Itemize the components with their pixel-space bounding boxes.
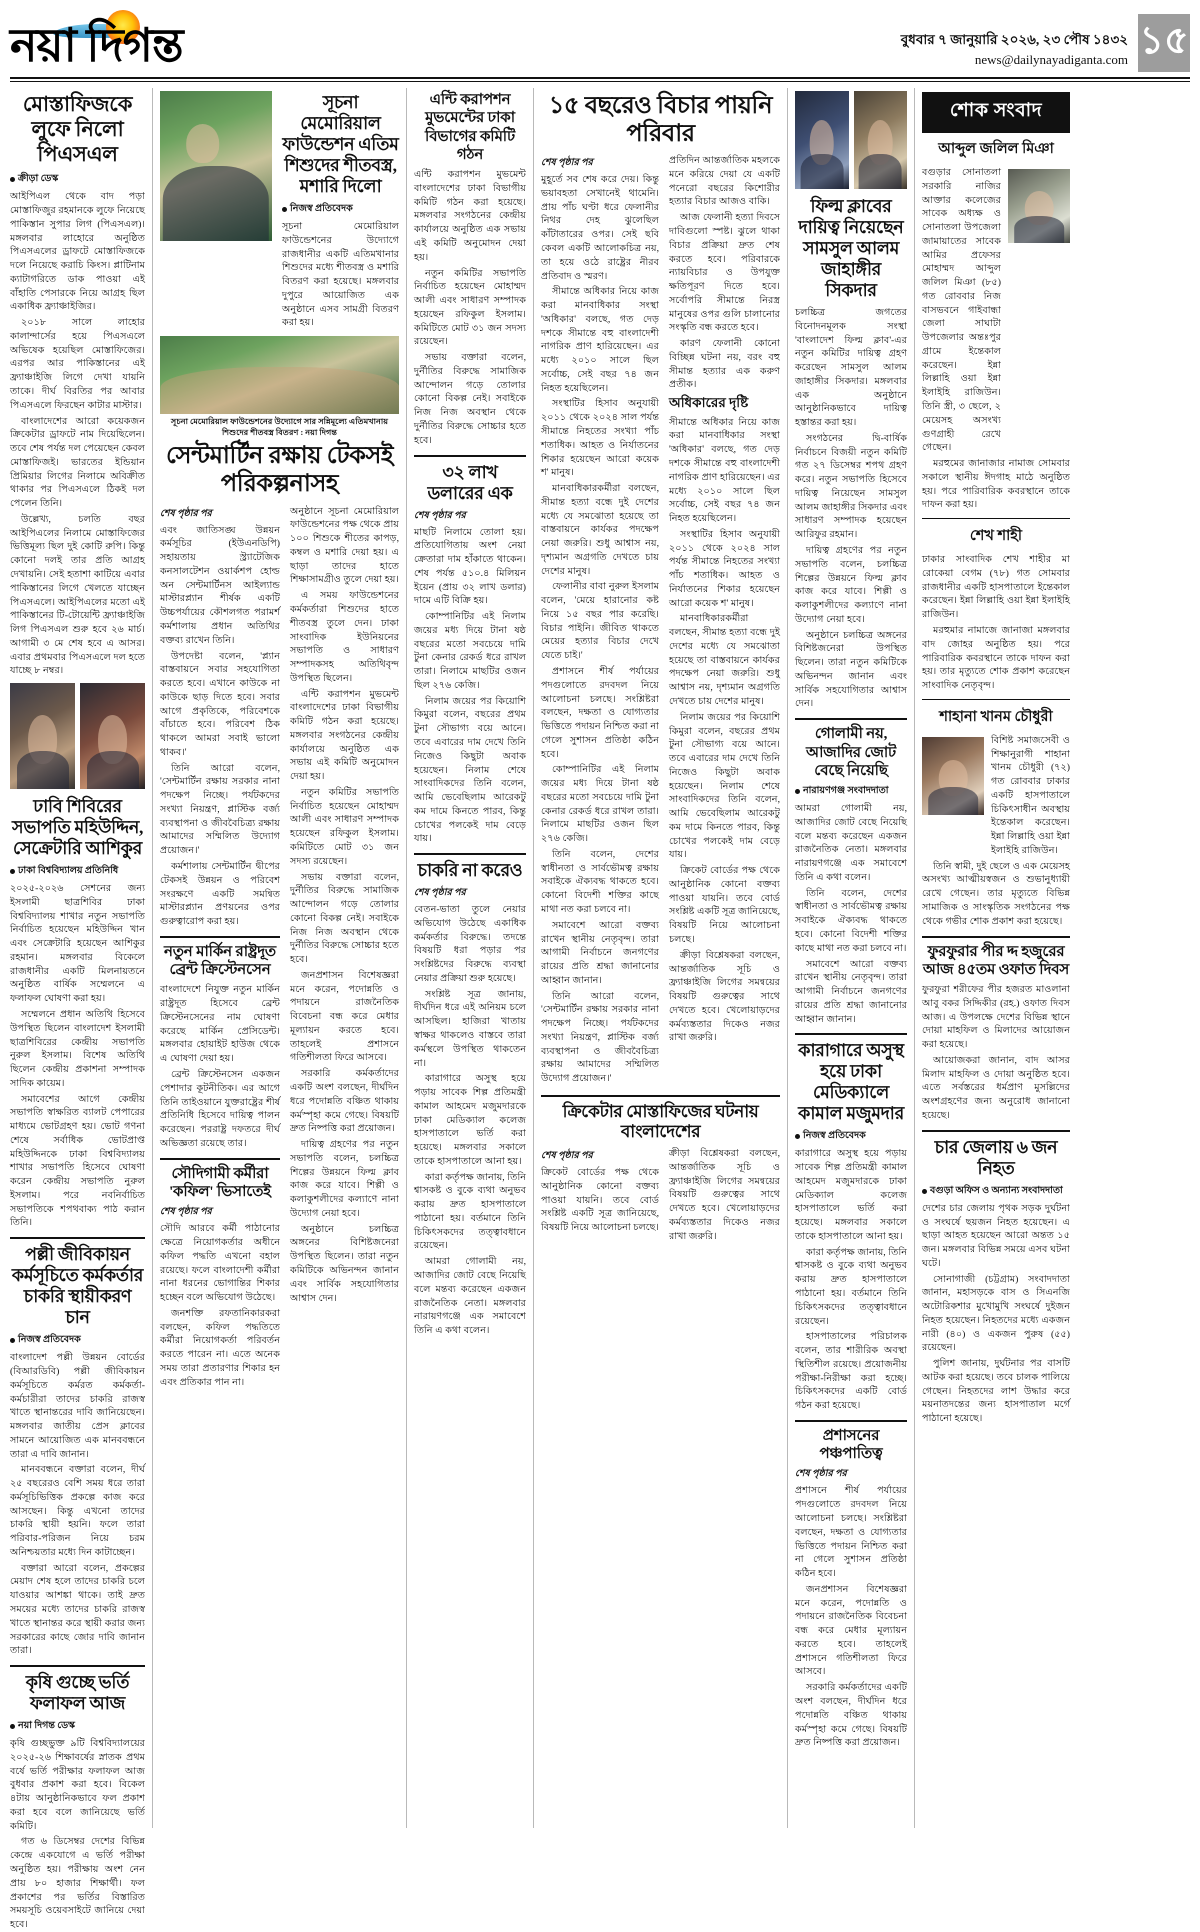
- body-paragraph: কারা কর্তৃপক্ষ জানায়, তিনি শ্বাসকষ্ট ও বুকে ব্যথা অনুভব করায় দ্রুত হাসপাতালে পাঠানো হয়। বর্তমানে তিনি চিকিৎসকদের তত্ত্বাবধানে রয়েছেন।: [795, 1246, 907, 1327]
- body-paragraph: তিনি বলেন, দেশের স্বাধীনতা ও সার্বভৌমত্ব রক্ষায় সবাইকে ঐক্যবদ্ধ থাকতে হবে। কোনো বিদেশী শক্তির কাছে মাথা নত করা চলবে না।: [541, 848, 659, 915]
- contact-email[interactable]: news@dailynayadiganta.com: [974, 52, 1128, 68]
- masthead: [10, 8, 1190, 74]
- section-divider: [795, 718, 907, 720]
- face-shape: [186, 124, 220, 163]
- photo-shahana-khanam-chowdhury: [922, 737, 984, 815]
- section-divider: [922, 936, 1070, 938]
- body-paragraph: নতুন কমিটির সভাপতি নির্বাচিত হয়েছেন মোহাম্মদ আলী এবং সাধারণ সম্পাদক হয়েছেন রফিকুল ইসলাম। কমিটিতে মোট ৩১ জন সদস্য রয়েছেন।: [414, 267, 526, 348]
- obituary-name-3: শাহানা খানম চৌধুরী: [939, 708, 1053, 725]
- section-divider: [160, 1158, 280, 1160]
- body-paragraph: মরহুমার নামাজে জানাজা মঙ্গলবার বাদ জোহর অনুষ্ঠিত হয়। পরে পারিবারিক কবরস্থানে তাকে দাফন করা হয়। তার মৃত্যুতে শোক প্রকাশ করেছেন সাংবাদিক নেতৃবৃন্দ।: [922, 624, 1070, 692]
- body-paragraph: বাংলাদেশ পল্লী উন্নয়ন বোর্ডের (বিআরডিবি) পল্লী জীবিকায়ন কর্মসূচিতে কর্মরত কর্মকর্তা-কর্মচারীরা তাদের চাকরি রাজস্ব খাতে স্থানান্তরের দাবি জানিয়েছেন। মঙ্গলবার জাতীয় প্রেস ক্লাবের সামনে আয়োজিত এক মানববন্ধনে তারা এ দাবি জানান।: [10, 1352, 145, 1460]
- table-shape: [160, 367, 399, 414]
- section-banner-shok-songbad: শোক সংবাদ: [922, 92, 1070, 133]
- byline-sports-desk: ক্রীড়া ডেস্ক: [10, 172, 145, 187]
- photo-abdul-jalil-mia: [1008, 169, 1070, 243]
- headline-saint-martin[interactable]: সেন্টমার্টিন রক্ষায় টেকসই পরিকল্পনাসহ: [165, 443, 394, 498]
- bullet-icon: [282, 207, 287, 212]
- body-paragraph: গত ৬ ডিসেম্বর দেশের বিভিন্ন কেন্দ্রে একযোগে এ ভর্তি পরীক্ষা অনুষ্ঠিত হয়। পরীক্ষায় অংশ নেন প্রায় ৮০ হাজার শিক্ষার্থী। ফল প্রকাশের পর ভর্তির বিস্তারিত সময়সূচি ওয়েবসাইটে জানিয়ে দেয়া হবে।: [10, 1836, 145, 1931]
- body-paragraph: অনুষ্ঠানে চলচ্চিত্র অঙ্গনের বিশিষ্টজনেরা উপস্থিত ছিলেন। তারা নতুন কমিটিকে অভিনন্দন জানান এবং সার্বিক সহযোগিতার আশ্বাস দেন।: [290, 1223, 399, 1304]
- body-paragraph: সরকারি কর্মকর্তাদের একটি অংশ বলছেন, দীর্ঘদিন ধরে পদোন্নতি বঞ্চিত থাকায় কর্মস্পৃহা কমে গেছে। বিষয়টি দ্রুত নিষ্পত্তি করা প্রয়োজন।: [290, 1068, 399, 1135]
- body-paragraph: কৃষি গুচ্ছভুক্ত ৯টি বিশ্ববিদ্যালয়ের ২০২৫-২৬ শিক্ষাবর্ষের স্নাতক প্রথম বর্ষে ভর্তি পরীক্ষার ফলাফল আজ বুধবার প্রকাশ করা হবে। বিকেল ৪টায় আনুষ্ঠানিকভাবে ফল প্রকাশ করা হবে বলে জানিয়েছে ভর্তি কমিটি।: [10, 1738, 145, 1832]
- bullet-icon: [10, 1724, 15, 1729]
- subheadline-odhikar: অধিকারের দৃষ্টি: [669, 395, 749, 411]
- headline-krishi-guccho[interactable]: কৃষি গুচ্ছে ভর্তি ফলাফল আজ: [25, 1672, 130, 1714]
- body-paragraph: মানবাধিকারকর্মীরা বলছেন, সীমান্ত হত্যা বন্ধে দুই দেশের মধ্যে যে সমঝোতা হয়েছে তা বাস্তবায়নে কার্যকর পদক্ষেপ নেয়া জরুরি। শুধু আশ্বাস নয়, দৃশ্যমান অগ্রগতি দেখতে চায় দেশের মানুষ।: [669, 613, 780, 707]
- body-paragraph: সভায় বক্তারা বলেন, দুর্নীতির বিরুদ্ধে সামাজিক আন্দোলন গড়ে তোলার কোনো বিকল্প নেই। সবাইকে নিজ নিজ অবস্থান থেকে দুর্নীতির বিরুদ্ধে সোচ্চার হতে হবে।: [414, 352, 526, 446]
- headline-mostafiz-incident[interactable]: ক্রিকেটার মোস্তাফিজের ঘটনায় বাংলাদেশের: [562, 1101, 759, 1141]
- column-7: [788, 88, 915, 1828]
- bullet-icon: [922, 1189, 927, 1194]
- headline-proshashon[interactable]: প্রশাসনের পঞ্চপাতিত্ব: [819, 1427, 883, 1463]
- column-2: [153, 88, 407, 1828]
- body-paragraph: সমাবেশের আগে কেন্দ্রীয় সভাপতি স্বাক্ষরিত ব্যালট পেপারের মাধ্যমে ভোটগ্রহণ হয়। ভোট গণনা শেষে সর্বাধিক ভোটপ্রাপ্ত মহিউদ্দিনকে ঢাকা বিশ্ববিদ্যালয় শাখার সভাপতি হিসেবে ঘোষণা করেন কেন্দ্রীয় সভাপতি নুরুল ইসলাম। পরে নবনির্বাচিত সভাপতিকে শপথবাক্য পাঠ করান তিনি।: [10, 1093, 145, 1229]
- byline-bogura-office: বগুড়া অফিস ও অন্যান্য সংবাদদাতা: [922, 1184, 1070, 1199]
- torso-shape: [859, 154, 902, 189]
- body-paragraph: ঢাকার সাংবাদিক শেখ শাহীর মা রোকেয়া বেগম (৭৮) গত সোমবার রাজধানীর একটি হাসপাতালে ইন্তেকাল করেছেন। ইন্না লিল্লাহি ওয়া ইন্না ইলাইহি রাজিউন।: [922, 554, 1070, 621]
- body-paragraph: ফেলানীর বাবা নুরুল ইসলাম বলেন, 'মেয়ে হারানোর কষ্ট নিয়ে ১৫ বছর পার করেছি। বিচার পাইনি। জীবিত থাকতে মেয়ের হত্যার বিচার দেখে যেতে চাই।': [541, 581, 659, 662]
- body-paragraph: নিলাম জয়ের পর কিয়োশি কিমুরা বলেন, বছরের প্রথম টুনা সৌভাগ্য বয়ে আনে। তবে এবারের দাম দেখে তিনি নিজেও কিছুটা অবাক হয়েছেন। নিলাম শেষে সাংবাদিকদের তিনি বলেন, আমি ভেবেছিলাম আরেকটু কম দামে কিনতে পারব, কিন্তু চোখের পলকেই দাম বেড়ে যায়।: [414, 695, 526, 845]
- masthead-divider: [10, 77, 1190, 79]
- body-paragraph: এন্টি করাপশন মুভমেন্ট বাংলাদেশের ঢাকা বিভাগীয় কমিটি গঠন করা হয়েছে। মঙ্গলবার সংগঠনের কেন্দ্রীয় কার্যালয়ে অনুষ্ঠিত এক সভায় এই কমিটি অনুমোদন দেয়া হয়।: [414, 169, 526, 263]
- body-paragraph: সীমান্তে অধিকার নিয়ে কাজ করা মানবাধিকার সংস্থা 'অধিকার' বলছে, গত দেড় দশকে সীমান্তে বহু বাংলাদেশী নাগরিক প্রাণ হারিয়েছেন। এর মধ্যে ২০১০ সালে ছিল সর্বোচ্চ, সেই বছর ৭৪ জন নিহত হয়েছিলেন।: [669, 416, 780, 525]
- torso-shape: [17, 751, 69, 789]
- bullet-icon: [795, 789, 800, 794]
- photo-mohiuddin: [10, 683, 75, 789]
- body-paragraph: ক্রিকেট বোর্ডের পক্ষ থেকে আনুষ্ঠানিক কোনো বক্তব্য পাওয়া যায়নি। তবে বোর্ড সংশ্লিষ্ট একটি সূত্র জানিয়েছে, বিষয়টি নিয়ে আলোচনা চলছে।: [669, 865, 780, 945]
- body-paragraph: মাছটি নিলামে তোলা হয়। প্রতিযোগিতায় অংশ নেয়া ক্রেতারা দাম হাঁকাতে থাকেন। শেষ পর্যন্ত ৫১০.৪ মিলিয়ন ইয়েন (প্রায় ৩২ লাখ ডলার) দামে এটি বিক্রি হয়।: [414, 526, 526, 607]
- masthead-divider-thin: [10, 81, 1190, 82]
- section-divider: [10, 1665, 145, 1667]
- jump-label: শেষ পৃষ্ঠার পর: [160, 1207, 212, 1218]
- section-divider: [10, 1237, 145, 1239]
- obituary-block-1: [922, 166, 1070, 457]
- obituary-name-1: আব্দুল জলিল মিঞা: [938, 141, 1054, 157]
- bullet-icon: [795, 1134, 800, 1139]
- body-paragraph: তিনি আরো বলেন, 'সেন্টমার্টিন রক্ষায় সরকার নানা পদক্ষেপ নিচ্ছে। পর্যটকদের সংখ্যা নিয়ন্ত্রণ, প্লাস্টিক বর্জ্য ব্যবস্থাপনা ও জীববৈচিত্র্য রক্ষায় আমাদের সম্মিলিত উদ্যোগ প্রয়োজন।': [541, 990, 659, 1085]
- section-divider: [922, 699, 1070, 700]
- headline-furfura-pir[interactable]: ফুরফুরার পীর দ্দ হজুরের আজ ৪৫তম ওফাত দিবস: [922, 943, 1070, 978]
- body-paragraph: আমরা গোলামী নয়, আজাদির জোট বেছে নিয়েছি বলে মন্তব্য করেছেন একজন রাজনৈতিক নেতা। মঙ্গলবার নারায়ণগঞ্জে এক সমাবেশে তিনি এ কথা বলেন।: [414, 1256, 526, 1337]
- photo-ashikur: [80, 683, 145, 789]
- body-paragraph: আমরা গোলামী নয়, আজাদির জোট বেছে নিয়েছি বলে মন্তব্য করেছেন একজন রাজনৈতিক নেতা। মঙ্গলবার নারায়ণগঞ্জে এক সমাবেশে তিনি এ কথা বলেন।: [795, 803, 907, 883]
- body-paragraph: সমাবেশে আরো বক্তব্য রাখেন স্থানীয় নেতৃবৃন্দ। তারা আগামী নির্বাচনে জনগণের রায়ের প্রতি শ্রদ্ধা জানানোর আহ্বান জানান।: [795, 958, 907, 1025]
- body-paragraph: তিনি বলেন, দেশের স্বাধীনতা ও সার্বভৌমত্ব রক্ষায় সবাইকে ঐক্যবদ্ধ থাকতে হবে। কোনো বিদেশী শক্তির কাছে মাথা নত করা চলবে না।: [795, 887, 907, 954]
- logo-text: নয়া দিগন্ত: [10, 20, 183, 71]
- headline-dhaka-shibir[interactable]: ঢাবি শিবিরের সভাপতি মহিউদ্দিন, সেক্রেটারি আশিকুর: [11, 796, 144, 859]
- body-paragraph: বক্তারা আরো বলেন, প্রকল্পের মেয়াদ শেষ হলে তাদের চাকরি চলে যাওয়ার আশঙ্কা থাকে। তাই দ্রুত সময়ের মধ্যে তাদের চাকরি রাজস্ব খাতে স্থানান্তর করে স্থায়ী করার জন্য সরকারের কাছে জোর দাবি জানান তারা।: [10, 1562, 145, 1657]
- torso-shape: [87, 751, 139, 789]
- bullet-icon: [10, 869, 15, 874]
- headline-char-jelay-6-nihoto[interactable]: চার জেলায় ৬ জন নিহত: [934, 1136, 1058, 1178]
- body-paragraph: সরকারি কর্মকর্তাদের একটি অংশ বলছেন, দীর্ঘদিন ধরে পদোন্নতি বঞ্চিত থাকায় কর্মস্পৃহা কমে গেছে। বিষয়টি দ্রুত নিষ্পত্তি করা প্রয়োজন।: [795, 1682, 907, 1749]
- headline-palli-jibikayan[interactable]: পল্লী জীবিকায়ন কর্মসূচিতে কর্মকর্তার চাকরি স্থায়ীকরণ চান: [11, 1244, 144, 1328]
- body-paragraph: সংশ্লিষ্ট সূত্র জানায়, দীর্ঘদিন ধরে এই অনিয়ম চলে আসছিল। হাজিরা খাতায় স্বাক্ষর থাকলেও বাস্তবে তারা কর্মস্থলে উপস্থিত থাকতেন না।: [414, 988, 526, 1069]
- body-paragraph: ২০২৫-২০২৬ সেশনের জন্য ইসলামী ছাত্রশিবির ঢাকা বিশ্ববিদ্যালয় শাখার নতুন সভাপতি নির্বাচিত হয়েছেন মহিউদ্দিন খান এবং সেক্রেটারি হয়েছেন আশিকুর রহমান। মঙ্গলবার বিকেলে রাজধানীর একটি মিলনায়তনে অনুষ্ঠিত বার্ষিক সম্মেলনে এ ফলাফল ঘোষণা করা হয়।: [10, 883, 145, 1005]
- headline-chakri-na-korleo[interactable]: চাকরি না করেও: [417, 860, 523, 881]
- photo-relief-distribution: [160, 91, 272, 241]
- body-paragraph: চলচ্চিত্র জগতের বিনোদনমূলক সংস্থা 'বাংলাদেশ ফিল্ম ক্লাব'-এর নতুন কমিটির দায়িত্ব গ্রহণ করেছেন সামসুল আলম জাহাঙ্গীর সিকদার। মঙ্গলবার এক অনুষ্ঠানে আনুষ্ঠানিকভাবে দায়িত্ব হস্তান্তর করা হয়।: [795, 307, 907, 429]
- body-paragraph: ব্রেন্ট ক্রিস্টেনসেন একজন পেশাদার কূটনীতিক। এর আগে তিনি তাইওয়ানে যুক্তরাষ্ট্রের শীর্ষ প্রতিনিধি হিসেবে দায়িত্ব পালন করেছেন। পররাষ্ট্র দফতরে দীর্ঘ অভিজ্ঞতা রয়েছে তার।: [160, 1069, 280, 1149]
- photo-pair-film-club: [795, 88, 907, 192]
- body-paragraph: উপদেষ্টা বলেন, 'প্ল্যান বাস্তবায়নে সবার সহযোগিতা করতে হবে। এখানে কাউকে না কাউকে ছাড় দিতে হবে। সবার আগে প্রকৃতিকে, পরিবেশকে বাঁচাতে হবে। পরিবেশ ঠিক থাকলে আমরা সবাই ভালো থাকব।': [160, 650, 280, 758]
- body-paragraph: উল্লেখ্য, চলতি বছর আইপিএলের নিলামে মোস্তাফিজের ভিত্তিমূল্য ছিল দুই কোটি রুপি। কিন্তু কোনো দলই তার প্রতি আগ্রহ দেখায়নি। সেই হতাশা কাটিয়ে এবার পাকিস্তানের লিগে খেলতে যাচ্ছেন পিএসএলে। আইপিএলের মতো এই পাকিস্তানের টি-টোয়েন্টি ফ্র্যাঞ্চাইজি লিগ পিএসএল শুরু হবে ২৬ মার্চ। আগামী ৩ মে শেষ হবে এ আসর। এবার প্রথমবার পিএসএলে দল হতে যাচ্ছে ৮ নম্বর।: [10, 513, 145, 677]
- body-paragraph: আজ ফেলানী হত্যা দিবসে দাবিগুলো স্পষ্ট। ঝুলে থাকা বিচার প্রক্রিয়া দ্রুত শেষ করতে হবে। পরিবারকে ন্যায়বিচার ও উপযুক্ত ক্ষতিপূরণ দিতে হবে। সর্বোপরি সীমান্তে নিরস্ত্র মানুষের ওপর গুলি চালানোর সংস্কৃতি বন্ধ করতে হবে।: [669, 212, 780, 334]
- body-paragraph: সম্মেলনে প্রধান অতিথি হিসেবে উপস্থিত ছিলেন বাংলাদেশ ইসলামী ছাত্রশিবিরের কেন্দ্রীয় সভাপতি নুরুল ইসলাম। বিশেষ অতিথি ছিলেন কেন্দ্রীয় প্রকাশনা সম্পাদক সাদিক কায়েম।: [10, 1008, 145, 1089]
- crowd-shape: [163, 166, 269, 241]
- body-paragraph: পুলিশ জানায়, দুর্ঘটনার পর বাসটি আটক করা হয়েছে। তবে চালক পালিয়ে গেছেন। নিহতদের লাশ উদ্ধার করে ময়নাতদন্তের জন্য হাসপাতাল মর্গে পাঠানো হয়েছে।: [922, 1358, 1070, 1425]
- body-paragraph: সংস্থাটির হিসাব অনুযায়ী ২০১১ থেকে ২০২৪ সাল পর্যন্ত সীমান্তে নিহতের সংখ্যা পাঁচ শতাধিক। আহত ও নির্যাতনের শিকার হয়েছেন আরো কয়েক শ' মানুষ।: [541, 398, 659, 479]
- body-paragraph: সভায় বক্তারা বলেন, দুর্নীতির বিরুদ্ধে সামাজিক আন্দোলন গড়ে তোলার কোনো বিকল্প নেই। সবাইকে নিজ নিজ অবস্থান থেকে দুর্নীতির বিরুদ্ধে সোচ্চার হতে হবে।: [290, 871, 399, 966]
- body-paragraph: তিনি আরো বলেন, 'সেন্টমার্টিন রক্ষায় সরকার নানা পদক্ষেপ নিচ্ছে। পর্যটকদের সংখ্যা নিয়ন্ত্রণ, প্লাস্টিক বর্জ্য ব্যবস্থাপনা ও জীববৈচিত্র্য রক্ষায় আমাদের সম্মিলিত উদ্যোগ প্রয়োজন।': [160, 762, 280, 857]
- body-paragraph: দেশের চার জেলায় পৃথক সড়ক দুর্ঘটনা ও সংঘর্ষে ছয়জন নিহত হয়েছেন। এ ছাড়া আহত হয়েছেন আরো অন্তত ১৫ জন। মঙ্গলবার বিভিন্ন সময়ে এসব ঘটনা ঘটে।: [922, 1202, 1070, 1269]
- photo-jahangir-sikder: [854, 91, 908, 189]
- headline-suchana-foundation[interactable]: সূচনা মেমোরিয়াল ফাউন্ডেশন এতিম শিশুদের শীতবস্ত্র, মশারি দিলো: [282, 92, 399, 196]
- section-divider: [414, 455, 526, 457]
- body-paragraph: নিলাম জয়ের পর কিয়োশি কিমুরা বলেন, বছরের প্রথম টুনা সৌভাগ্য বয়ে আনে। তবে এবারের দাম দেখে তিনি নিজেও কিছুটা অবাক হয়েছেন। নিলাম শেষে সাংবাদিকদের তিনি বলেন, আমি ভেবেছিলাম আরেকটু কম দামে কিনতে পারব, কিন্তু চোখের পলকেই দাম বেড়ে যায়।: [669, 711, 780, 861]
- masthead-right: [901, 14, 1190, 72]
- body-paragraph: অনুষ্ঠানে সূচনা মেমোরিয়াল ফাউন্ডেশনের পক্ষ থেকে প্রায় ১০০ শিশুকে শীতের কাপড়, কম্বল ও মশারি দেয়া হয়। এ ছাড়া তাদের হাতে শিক্ষাসামগ্রীও তুলে দেয়া হয়।: [290, 505, 399, 586]
- body-paragraph: মানববন্ধনে বক্তারা বলেন, দীর্ঘ ২৫ বছরেরও বেশি সময় ধরে তারা কর্মসূচিভিত্তিক প্রকল্পে কাজ করে আসছেন। কিন্তু এখনো তাদের চাকরি স্থায়ী হয়নি। ফলে তারা পরিবার-পরিজন নিয়ে চরম অনিশ্চয়তার মধ্যে দিন কাটাচ্ছেন।: [10, 1464, 145, 1558]
- body-paragraph: ক্রীড়া বিশ্লেষকরা বলছেন, আন্তর্জাতিক সূচি ও ফ্র্যাঞ্চাইজি লিগের সমন্বয়ের বিষয়টি গুরুত্বের সাথে দেখতে হবে। খেলোয়াড়দের কর্মব্যস্ততার দিকেও নজর রাখা জরুরি।: [669, 1148, 780, 1242]
- body-paragraph: জনপ্রশাসন বিশেষজ্ঞরা মনে করেন, পদোন্নতি ও পদায়নে রাজনৈতিক বিবেচনা বন্ধ করে মেধার মূল্যায়ন করতে হবে। তাহলেই প্রশাসনে গতিশীলতা ফিরে আসবে।: [795, 1583, 907, 1678]
- body-paragraph: ফুরফুরা শরীফের পীর হজরত মাওলানা আবু বকর সিদ্দিকীর (রহ.) ওফাত দিবস আজ। এ উপলক্ষে দেশের বিভিন্ন স্থানে দোয়া মাহফিল ও মিলাদের আয়োজন করা হয়েছে।: [922, 984, 1070, 1051]
- body-paragraph: কারাগারে অসুস্থ হয়ে পড়ায় সাবেক শিল্প প্রতিমন্ত্রী কামাল আহমেদ মজুমদারকে ঢাকা মেডিক্যাল কলেজ হাসপাতালে ভর্তি করা হয়েছে। মঙ্গলবার সকালে তাকে হাসপাতালে আনা হয়।: [414, 1073, 526, 1167]
- byline-staff-reporter: নিজস্ব প্রতিবেদক: [795, 1129, 907, 1144]
- body-paragraph: ক্রিকেট বোর্ডের পক্ষ থেকে আনুষ্ঠানিক কোনো বক্তব্য পাওয়া যায়নি। তবে বোর্ড সংশ্লিষ্ট একটি সূত্র জানিয়েছে, বিষয়টি নিয়ে আলোচনা চলছে।: [541, 1167, 659, 1234]
- body-paragraph: সূচনা মেমোরিয়াল ফাউন্ডেশনের উদ্যোগে রাজধানীর একটি এতিমখানার শিশুদের মধ্যে শীতবস্ত্র ও মশারি বিতরণ করা হয়েছে। মঙ্গলবার দুপুরে আয়োজিত এক অনুষ্ঠানে এসব সামগ্রী বিতরণ করা হয়।: [282, 221, 399, 329]
- headline-film-club[interactable]: ফিল্ম ক্লাবের দায়িত্ব নিয়েছেন সামসুল আলম জাহাঙ্গীর সিকদার: [798, 196, 904, 300]
- body-paragraph: প্রশাসনে শীর্ষ পর্যায়ের পদগুলোতে রদবদল নিয়ে আলোচনা চলছে। সংশ্লিষ্টরা বলছেন, দক্ষতা ও যোগ্যতার ভিত্তিতে পদায়ন নিশ্চিত করা না গেলে সুশাসন প্রতিষ্ঠা কঠিন হবে।: [541, 665, 659, 760]
- section-divider: [922, 1130, 1070, 1132]
- body-paragraph: কারণ ফেলানী কোনো বিচ্ছিন্ন ঘটনা নয়, বরং বহু সীমান্ত হত্যার এক করুণ প্রতীক।: [669, 338, 780, 391]
- body-paragraph: নতুন কমিটির সভাপতি নির্বাচিত হয়েছেন মোহাম্মদ আলী এবং সাধারণ সম্পাদক হয়েছেন রফিকুল ইসলাম। কমিটিতে মোট ৩১ জন সদস্য রয়েছেন।: [290, 786, 399, 867]
- photo-pair-shibir-leaders: [10, 680, 145, 792]
- page-number: ১৫: [1138, 14, 1190, 72]
- jump-label: শেষ পৃষ্ঠার পর: [414, 510, 466, 521]
- body-paragraph: বেতন-ভাতা তুলে নেয়ার অভিযোগ উঠেছে একাধিক কর্মকর্তার বিরুদ্ধে। তদন্তে বিষয়টি ধরা পড়ার পর সংশ্লিষ্টদের বিরুদ্ধে ব্যবস্থা নেয়ার প্রক্রিয়া শুরু হয়েছে।: [414, 904, 526, 984]
- body-paragraph: ক্রীড়া বিশ্লেষকরা বলছেন, আন্তর্জাতিক সূচি ও ফ্র্যাঞ্চাইজি লিগের সমন্বয়ের বিষয়টি গুরুত্বের সাথে দেখতে হবে। খেলোয়াড়দের কর্মব্যস্ততার দিকেও নজর রাখা জরুরি।: [669, 949, 780, 1044]
- section-divider: [414, 853, 526, 855]
- body-paragraph: অনুষ্ঠানে চলচ্চিত্র অঙ্গনের বিশিষ্টজনেরা উপস্থিত ছিলেন। তারা নতুন কমিটিকে অভিনন্দন জানান এবং সার্বিক সহযোগিতার আশ্বাস দেন।: [795, 629, 907, 710]
- photo-samsul-alam: [795, 91, 849, 189]
- headline-anti-corruption-committee[interactable]: এন্টি করাপশন মুভমেন্টের ঢাকা বিভাগের কমিটি গঠন: [424, 92, 515, 163]
- column-5: [534, 88, 788, 1828]
- bullet-icon: [10, 177, 15, 182]
- body-paragraph: কারা কর্তৃপক্ষ জানায়, তিনি শ্বাসকষ্ট ও বুকে ব্যথা অনুভব করায় দ্রুত হাসপাতালে পাঠানো হয়। বর্তমানে তিনি চিকিৎসকদের তত্ত্বাবধানে রয়েছেন।: [414, 1171, 526, 1252]
- body-paragraph: জনপ্রশাসন বিশেষজ্ঞরা মনে করেন, পদোন্নতি ও পদায়নে রাজনৈতিক বিবেচনা বন্ধ করে মেধার মূল্যায়ন করতে হবে। তাহলেই প্রশাসনে গতিশীলতা ফিরে আসবে।: [290, 969, 399, 1064]
- torso-shape: [1014, 216, 1064, 243]
- body-paragraph: আইপিএল থেকে বাদ পড়া মোস্তাফিজুর রহমানকে লুফে নিয়েছে পাকিস্তান সুপার লিগ (পিএসএল)। মঙ্গলবার লাহোরে অনুষ্ঠিত পিএসএলের ড্রাফটে মোস্তাফিজকে দলে নিয়েছে করাচি কিংস। প্লাটিনাম ক্যাটাগরিতে ডাক পাওয়া এই বাঁহাতি পেসারকে নিয়ে আগ্রহ ছিল একাধিক ফ্র্যাঞ্চাইজির।: [10, 191, 145, 313]
- body-paragraph: এ সময় ফাউন্ডেশনের কর্মকর্তারা শিশুদের হাতে শীতবস্ত্র তুলে দেন। ঢাকা সাংবাদিক ইউনিয়নের সভাপতি ও সাধারণ সম্পাদকসহ অতিথিবৃন্দ উপস্থিত ছিলেন।: [290, 590, 399, 684]
- column-1: [10, 88, 153, 1931]
- section-divider: [795, 1033, 907, 1035]
- publication-date: বুধবার ৭ জানুয়ারি ২০২৬, ২৩ পৌষ ১৪৩২: [900, 32, 1128, 47]
- section-divider: [160, 936, 280, 938]
- jump-label: শেষ পৃষ্ঠার পর: [414, 888, 466, 899]
- headline-mostafiz-psl[interactable]: মোস্তাফিজকে লুফে নিলো পিএসএল: [22, 92, 133, 166]
- body-paragraph: কোম্পানিটির এই নিলাম জয়ের মধ্য দিয়ে টানা ষষ্ঠ বছরের মতো সবচেয়ে দামি টুনা কেনার রেকর্ড ধরে রাখল তারা। নিলামে মাছটির ওজন ছিল ২৭৬ কেজি।: [541, 764, 659, 845]
- byline-desk: নয়া দিগন্ত ডেস্ক: [10, 1719, 145, 1734]
- headline-felani-15-years[interactable]: ১৫ বছরেও বিচার পায়নি পরিবার: [548, 93, 773, 147]
- torso-shape: [800, 154, 843, 189]
- jump-label: শেষ পৃষ্ঠার পর: [160, 508, 212, 519]
- body-paragraph: কারাগারে অসুস্থ হয়ে পড়ায় সাবেক শিল্প প্রতিমন্ত্রী কামাল আহমেদ মজুমদারকে ঢাকা মেডিক্যাল কলেজ হাসপাতালে ভর্তি করা হয়েছে। মঙ্গলবার সকালে তাকে হাসপাতালে আনা হয়।: [795, 1148, 907, 1242]
- byline-staff-reporter: নিজস্ব প্রতিবেদক: [10, 1333, 145, 1348]
- torso-shape: [928, 787, 978, 815]
- body-paragraph: আয়োজকরা জানান, বাদ আসর মিলাদ মাহফিল ও দোয়া অনুষ্ঠিত হবে। এতে সর্বস্তরের ধর্মপ্রাণ মুসল্লিদের অংশগ্রহণের জন্য অনুরোধ জানানো হয়েছে।: [922, 1054, 1070, 1121]
- body-paragraph: মরহুমের জানাজার নামাজ সোমবার সকালে স্থানীয় ঈদগাহ মাঠে অনুষ্ঠিত হয়। পরে পারিবারিক কবরস্থানে তাকে দাফন করা হয়।: [922, 458, 1070, 511]
- body-paragraph: কোম্পানিটির এই নিলাম জয়ের মধ্য দিয়ে টানা ষষ্ঠ বছরের মতো সবচেয়ে দামি টুনা কেনার রেকর্ড ধরে রাখল তারা। নিলামে মাছটির ওজন ছিল ২৭৬ কেজি।: [414, 611, 526, 691]
- body-paragraph: সংস্থাটির হিসাব অনুযায়ী ২০১১ থেকে ২০২৪ সাল পর্যন্ত সীমান্তে নিহতের সংখ্যা পাঁচ শতাধিক। আহত ও নির্যাতনের শিকার হয়েছেন আরো কয়েক শ' মানুষ।: [669, 528, 780, 609]
- body-paragraph: প্রতিদিন আন্তর্জাতিক মহলকে মনে করিয়ে দেয়া যে একটি পনেরো বছরের কিশোরীর হত্যার বিচার আজও বাকি।: [669, 155, 780, 208]
- byline-du-correspondent: ঢাকা বিশ্ববিদ্যালয় প্রতিনিধি: [10, 864, 145, 879]
- photo-winter-clothes-handover: [160, 336, 399, 414]
- section-divider: [541, 1095, 780, 1097]
- body-paragraph: তিনি স্বামী, দুই ছেলে ও এক মেয়েসহ অসংখ্য আত্মীয়স্বজন ও শুভানুধ্যায়ী রেখে গেছেন। তার মৃত্যুতে বিভিন্ন সামাজিক ও সাংস্কৃতিক সংগঠনের পক্ষ থেকে গভীর শোক প্রকাশ করা হয়েছে।: [922, 860, 1070, 927]
- headline-32-lakh-dollar[interactable]: ৩২ লাখ ডলারের এক: [427, 461, 513, 503]
- body-paragraph: দায়িত্ব গ্রহণের পর নতুন সভাপতি বলেন, চলচ্চিত্র শিল্পের উন্নয়নে ফিল্ম ক্লাব কাজ করে যাবে। শিল্পী ও কলাকুশলীদের কল্যাণে নানা উদ্যোগ নেয়া হবে।: [795, 545, 907, 625]
- body-paragraph: বিশিষ্ট সমাজসেবী ও শিক্ষানুরাগী শাহানা খানম চৌধুরী (৭২) গত রোববার ঢাকার একটি হাসপাতালে চিকিৎসাধীন অবস্থায় ইন্তেকাল করেছেন। ইন্না লিল্লাহি ওয়া ইন্না ইলাইহি রাজিউন।: [991, 734, 1070, 856]
- body-paragraph: বাংলাদেশের আরো কয়েকজন ক্রিকেটার ড্রাফটে নাম দিয়েছিলেন। তবে শেষ পর্যন্ত দল পেয়েছেন কেবল মোস্তাফিজই। ভারতের ইন্ডিয়ান প্রিমিয়ার লিগের নিলামে অবিক্রীত থাকার পর পিএসএলে ঠিকই দল পেলেন তিনি।: [10, 415, 145, 510]
- body-paragraph: জনশক্তি রফতানিকারকরা বলছেন, কফিল পদ্ধতিতে কর্মীরা নিয়োগকর্তা পরিবর্তন করতে পারেন না। এতে অনেক সময় তারা প্রতারণার শিকার হন এবং প্রতিকার পান না।: [160, 1307, 280, 1388]
- body-paragraph: সীমান্তে অধিকার নিয়ে কাজ করা মানবাধিকার সংস্থা 'অধিকার' বলছে, গত দেড় দশকে সীমান্তে বহু বাংলাদেশী নাগরিক প্রাণ হারিয়েছেন। এর মধ্যে ২০১০ সালে ছিল সর্বোচ্চ, সেই বছর ৭৪ জন নিহত হয়েছিলেন।: [541, 286, 659, 394]
- jump-label: শেষ পৃষ্ঠার পর: [795, 1469, 847, 1480]
- body-paragraph: সৌদি আরবে কর্মী পাঠানোর ক্ষেত্রে নিয়োগকর্তার অধীনে কফিল পদ্ধতি এখনো বহাল রয়েছে। ফলে বাংলাদেশী কর্মীরা নানা ধরনের ভোগান্তির শিকার হচ্ছেন বলে অভিযোগ উঠেছে।: [160, 1223, 280, 1304]
- body-paragraph: মানবাধিকারকর্মীরা বলছেন, সীমান্ত হত্যা বন্ধে দুই দেশের মধ্যে যে সমঝোতা হয়েছে তা বাস্তবায়নে কার্যকর পদক্ষেপ নেয়া জরুরি। শুধু আশ্বাস নয়, দৃশ্যমান অগ্রগতি দেখতে চায় দেশের মানুষ।: [541, 483, 659, 577]
- byline-narayanganj: নারায়ণগঞ্জ সংবাদদাতা: [795, 784, 907, 799]
- column-4: [407, 88, 534, 1828]
- headline-us-ambassador-left[interactable]: নতুন মার্কিন রাষ্ট্রদূত ব্রেন্ট ক্রিস্টেনসেন: [164, 943, 276, 979]
- headline-kamal-majumder[interactable]: কারাগারে অসুস্থ হয়ে ঢাকা মেডিক্যালে কামাল মজুমদার: [798, 1040, 904, 1124]
- body-paragraph: ২০১৮ সালে লাহোর কালান্দার্সের হয়ে পিএসএলে অভিষেক হয়েছিল মোস্তাফিজের। এরপর আর পাকিস্তানের এই ফ্র্যাঞ্চাইজি লিগে দেখা যায়নি তাকে। দীর্ঘ বিরতির পর আবার পিএসএলে ফিরছেন কাটার মাস্টার।: [10, 317, 145, 411]
- body-paragraph: হাসপাতালের পরিচালক বলেন, তার শারীরিক অবস্থা স্থিতিশীল রয়েছে। প্রয়োজনীয় পরীক্ষা-নিরীক্ষা করা হচ্ছে। চিকিৎসকদের একটি বোর্ড গঠন করা হয়েছে।: [795, 1331, 907, 1412]
- obituary-block-3: [922, 734, 1070, 860]
- body-paragraph: এন্টি করাপশন মুভমেন্ট বাংলাদেশের ঢাকা বিভাগীয় কমিটি গঠন করা হয়েছে। মঙ্গলবার সংগঠনের কেন্দ্রীয় কার্যালয়ে অনুষ্ঠিত এক সভায় এই কমিটি অনুমোদন দেয়া হয়।: [290, 688, 399, 783]
- body-paragraph: প্রশাসনে শীর্ষ পর্যায়ের পদগুলোতে রদবদল নিয়ে আলোচনা চলছে। সংশ্লিষ্টরা বলছেন, দক্ষতা ও যোগ্যতার ভিত্তিতে পদায়ন নিশ্চিত করা না গেলে সুশাসন প্রতিষ্ঠা কঠিন হবে।: [795, 1485, 907, 1580]
- obituary-name-2: শেখ শাহী: [969, 528, 1023, 545]
- body-paragraph: সমাবেশে আরো বক্তব্য রাখেন স্থানীয় নেতৃবৃন্দ। তারা আগামী নির্বাচনে জনগণের রায়ের প্রতি শ্রদ্ধা জানানোর আহ্বান জানান।: [541, 919, 659, 986]
- column-9-obituaries: [915, 88, 1070, 1828]
- body-paragraph: কর্মশালায় সেন্টমার্টিন দ্বীপের টেকসই উন্নয়ন ও পরিবেশ সংরক্ষণে একটি সমন্বিত মাস্টারপ্ল্যান প্রণয়নের ওপর গুরুত্বারোপ করা হয়।: [160, 861, 280, 928]
- jump-label: শেষ পৃষ্ঠার পর: [541, 1151, 593, 1162]
- photo-caption: সূচনা মেমোরিয়াল ফাউন্ডেশনের উদ্যোগে সার সন্নিমূল্যে এতিমখানায় শিশুদের শীতবস্ত্র বিতরণ : নয়া দিগন্ত: [170, 417, 389, 437]
- page-grid: [10, 88, 1190, 1931]
- section-divider: [795, 1420, 907, 1422]
- byline-staff-reporter: নিজস্ব প্রতিবেদক: [282, 202, 399, 217]
- jump-label: শেষ পৃষ্ঠার পর: [541, 158, 593, 169]
- body-paragraph: সংগঠনের দ্বি-বার্ষিক নির্বাচনে বিজয়ী নতুন কমিটি গত ২৭ ডিসেম্বর শপথ গ্রহণ করে। নতুন সভাপতি হিসেবে দায়িত্ব নিয়েছেন সামসুল আলম জাহাঙ্গীর সিকদার এবং সাধারণ সম্পাদক হয়েছেন আরিফুর রহমান।: [795, 432, 907, 541]
- body-paragraph: মুহূর্তে সব শেষ করে দেয়। কিন্তু ভয়াবহতা সেখানেই থামেনি। প্রায় পাঁচ ঘণ্টা ধরে ফেলানীর নিথর দেহ ঝুলেছিল কাঁটাতারের ওপর। সেই ছবি কেবল একটি আলোকচিত্র নয়, তা হয়ে ওঠে রাষ্ট্রের নীরব প্রতিবাদ ও স্মরণ।: [541, 174, 659, 282]
- body-paragraph: দায়িত্ব গ্রহণের পর নতুন সভাপতি বলেন, চলচ্চিত্র শিল্পের উন্নয়নে ফিল্ম ক্লাব কাজ করে যাবে। শিল্পী ও কলাকুশলীদের কল্যাণে নানা উদ্যোগ নেয়া হবে।: [290, 1139, 399, 1219]
- headline-golami-noy[interactable]: গোলামী নয়, আজাদির জোট বেছে নিয়েছি: [805, 726, 897, 779]
- newspaper-logo[interactable]: [10, 8, 260, 70]
- headline-saudi-kafil[interactable]: সৌদিগামী কর্মীরা 'কফিল' ভিসাতেই: [169, 1165, 271, 1200]
- body-paragraph: সোনাগাজী (চট্টগ্রাম) সংবাদদাতা জানান, মহাসড়কে বাস ও সিএনজি অটোরিকশার মুখোমুখি সংঘর্ষে দুইজন নিহত হয়েছেন। নিহতদের মধ্যে একজন নারী (৪০) ও একজন পুরুষ (৫৫) রয়েছেন।: [922, 1273, 1070, 1354]
- bullet-icon: [10, 1338, 15, 1343]
- body-paragraph: এবং জাতিসঙ্ঘ উন্নয়ন কর্মসূচির (ইউএনডিপি) সহায়তায় স্ট্র্যাটেজিক কনসালটেশন ওয়ার্কশপ হোল্ড অন সেন্টমার্টিনস আইল্যান্ড মাস্টারপ্ল্যান শীর্ষক একটি উচ্চপর্যায়ের কৌশলগত পরামর্শ কর্মশালায় প্রধান অতিথির বক্তব্য রাখেন তিনি।: [160, 524, 280, 646]
- body-paragraph: বাংলাদেশে নিযুক্ত নতুন মার্কিন রাষ্ট্রদূত হিসেবে ব্রেন্ট ক্রিস্টেনসেনের নাম ঘোষণা করেছে মার্কিন প্রেসিডেন্ট। মঙ্গলবার হোয়াইট হাউজ থেকে এ ঘোষণা দেয়া হয়।: [160, 984, 280, 1065]
- section-divider: [922, 518, 1070, 519]
- dateline: [901, 14, 1128, 70]
- body-paragraph: বগুড়ার সোনাতলা সরকারি নাজির আক্তার কলেজের সাবেক অধ্যক্ষ ও সোনাতলা উপজেলা জামায়াতের সাবেক আমির প্রফেসর মোহাম্মদ আব্দুল জলিল মিঞা (৮৫) গত রোববার নিজ বাসভবনে গাইবান্ধা জেলা সাঘাটা উপজেলার অন্তঃপুর গ্রামে ইন্তেকাল করেছেন। ইন্না লিল্লাহি ওয়া ইন্না ইলাইহি রাজিউন। তিনি স্ত্রী, ৩ ছেলে, ২ মেয়েসহ অসংখ্য গুণগ্রাহী রেখে গেছেন।: [922, 167, 1001, 454]
